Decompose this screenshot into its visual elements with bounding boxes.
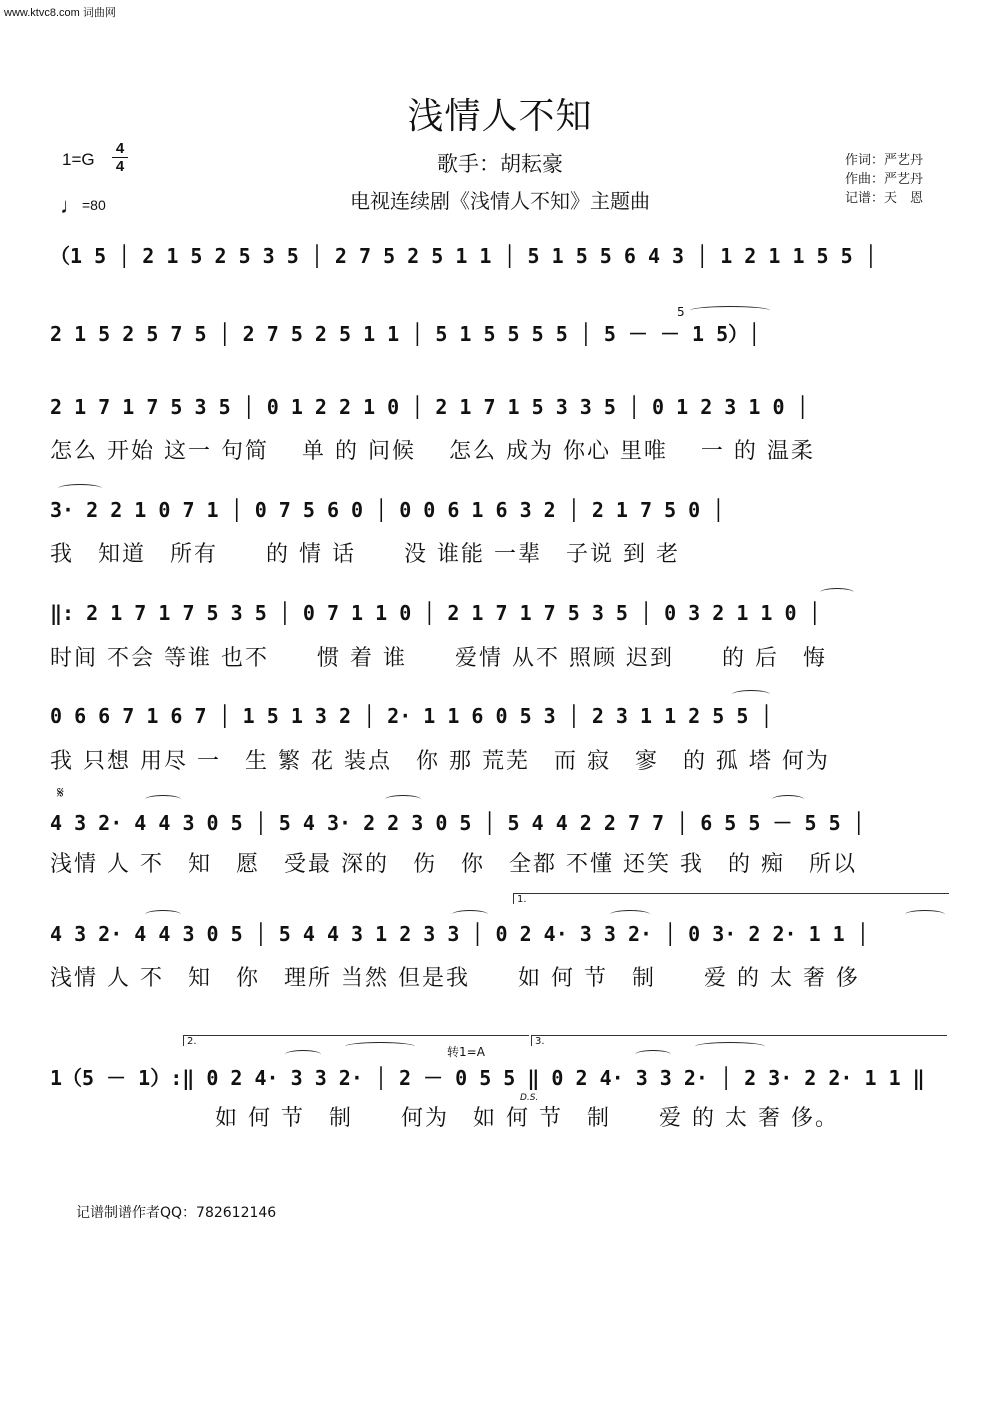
tie-mark: [695, 1042, 765, 1051]
volta-3: 3.: [531, 1035, 947, 1046]
score-line-8-notes: 4 3 2· 4 4 3 0 5 │ 5 4 4 3 1 2 3 3 │ 0 2 4· 3 3 2· │ 0 3· 2 2· 1 1 │: [50, 922, 869, 946]
score-line-2-notes: 2 1 5 2 5 7 5 │ 2 7 5 2 5 1 1 │ 5 1 5 5 5 5 │ 5 － － 1 5）│: [50, 322, 761, 346]
slur-mark: [452, 910, 488, 919]
slur-mark: [610, 910, 650, 919]
credits-block: [845, 151, 923, 208]
ds-mark: D.S.: [520, 1093, 539, 1103]
slur-mark: [145, 910, 181, 919]
score-line-5-notes: ‖: 2 1 7 1 7 5 3 5 │ 0 7 1 1 0 │ 2 1 7 1 7 5 3 5 │ 0 3 2 1 1 0 │: [50, 601, 821, 625]
score-line-7-lyric: 浅情 人 不 知 愿 受最 深的 伤 你 全都 不懂 还笑 我 的 痴 所以: [50, 852, 857, 877]
slur-mark: [905, 910, 945, 919]
slur-mark: [820, 588, 854, 597]
slur-mark: [285, 1050, 321, 1059]
modulation-mark: 转1=A: [447, 1045, 485, 1059]
volta-1: 1.: [513, 893, 949, 904]
slur-mark: [732, 690, 770, 699]
slur-mark: [385, 795, 421, 804]
slur-mark: [58, 484, 102, 493]
score-line-9-lyric: 如 何 节 制 何为 如 何 节 制 爱 的 太 奢 侈。: [215, 1106, 839, 1131]
score-line-7-notes: 4 3 2· 4 4 3 0 5 │ 5 4 3· 2 2 3 0 5 │ 5 4 4 2 2 7 7 │ 6 5 5 － 5 5 │: [50, 811, 865, 835]
score-line-6-lyric: 我 只想 用尽 一 生 繁 花 装点 你 那 荒芜 而 寂 寥 的 孤 塔 何为: [50, 749, 830, 774]
footer-credit: 记谱制谱作者QQ：782612146: [76, 1205, 277, 1221]
lyricist-credit: 作词：严艺丹: [845, 153, 924, 168]
score-line-3-notes: 2 1 7 1 7 5 3 5 │ 0 1 2 2 1 0 │ 2 1 7 1 5 3 3 5 │ 0 1 2 3 1 0 │: [50, 395, 809, 419]
time-sig-top: 4: [115, 140, 125, 157]
score-line-5-lyric: 时间 不会 等谁 也不 惯 着 谁 爱情 从不 照顾 迟到 的 后 悔: [50, 646, 827, 671]
score-line-3-lyric: 怎么 开始 这一 句简 单 的 问候 怎么 成为 你心 里唯 一 的 温柔: [50, 439, 815, 464]
tie-mark: [690, 306, 770, 315]
slur-mark: [772, 795, 804, 804]
subtitle-line: 电视连续剧《浅情人不知》主题曲: [350, 189, 650, 213]
volta-2: 2.: [183, 1035, 529, 1046]
score-line-9-notes: 1（5 － 1）:‖ 0 2 4· 3 3 2· │ 2 － 0 5 5 ‖ 0 2 4· 3 3 2· │ 2 3· 2 2· 1 1 ‖: [50, 1066, 925, 1090]
segno-icon: 𝄋: [57, 783, 64, 802]
tempo-value: =80: [82, 197, 106, 213]
score-line-4-lyric: 我 知道 所有 的 情 话 没 谁能 一辈 子说 到 老: [50, 542, 680, 567]
slur-mark: [145, 795, 181, 804]
song-title: 浅情人不知: [407, 96, 593, 137]
composer-credit: 作曲：严艺丹: [845, 172, 924, 187]
tempo-marking: [60, 193, 106, 219]
tie-mark: [345, 1042, 415, 1051]
transcriber-credit: 记谱：天 恩: [845, 191, 924, 206]
time-signature: [112, 140, 128, 175]
time-sig-bottom: 4: [112, 157, 128, 175]
slur-mark: [635, 1050, 671, 1059]
grace-note: 5: [677, 305, 685, 319]
key-signature: 1=G: [62, 150, 95, 169]
singer-line: 歌手：胡耘豪: [437, 152, 563, 176]
site-watermark: www.ktvc8.com 词曲网: [4, 7, 116, 19]
score-line-1-notes: （1 5 │ 2 1 5 2 5 3 5 │ 2 7 5 2 5 1 1 │ 5 1 5 5 6 4 3 │ 1 2 1 1 5 5 │: [50, 244, 877, 268]
score-line-8-lyric: 浅情 人 不 知 你 理所 当然 但是我 如 何 节 制 爱 的 太 奢 侈: [50, 966, 860, 991]
score-line-4-notes: 3· 2 2 1 0 7 1 │ 0 7 5 6 0 │ 0 0 6 1 6 3 2 │ 2 1 7 5 0 │: [50, 498, 725, 522]
score-line-6-notes: 0 6 6 7 1 6 7 │ 1 5 1 3 2 │ 2· 1 1 6 0 5 3 │ 2 3 1 1 2 5 5 │: [50, 704, 773, 728]
quarter-note-icon: ♩: [60, 193, 82, 218]
